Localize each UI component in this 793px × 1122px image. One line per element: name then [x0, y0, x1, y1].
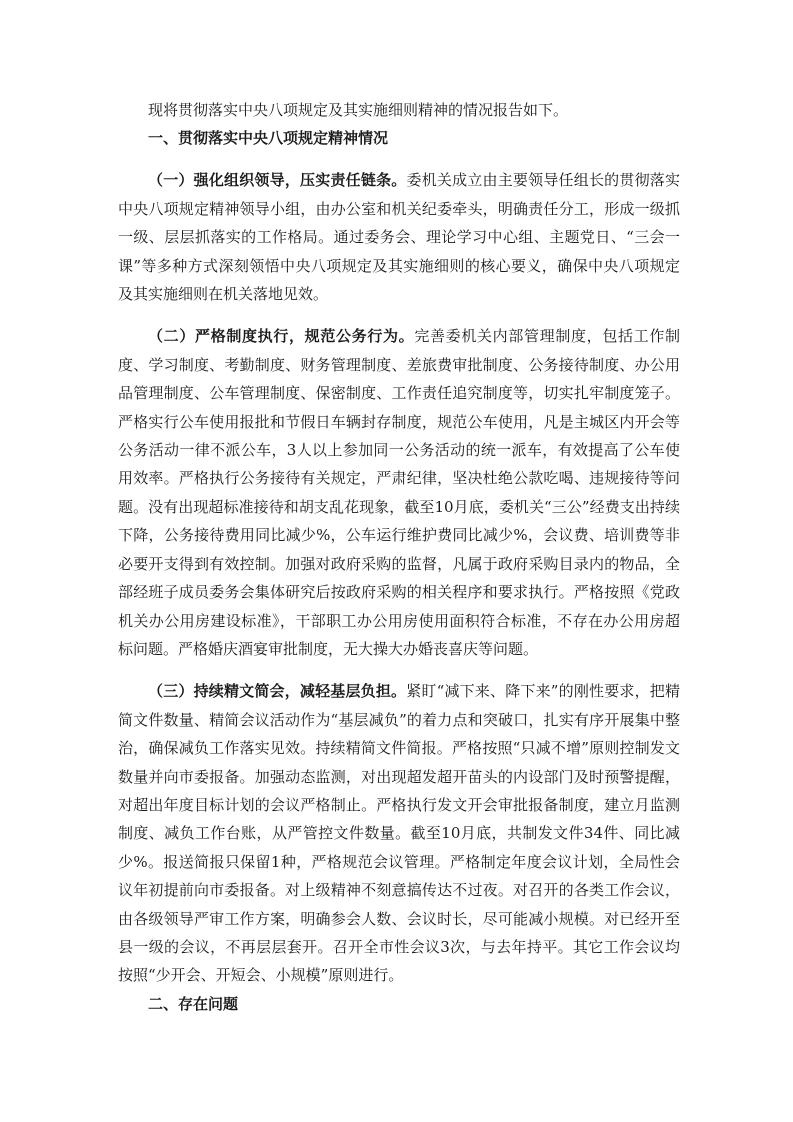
subsection-paragraph-2: [118, 322, 680, 663]
intro-paragraph: 现将贯彻落实中央八项规定及其实施细则精神的情况报告如下。: [148, 101, 569, 119]
section-heading-1: 一、贯彻落实中央八项规定精神情况: [148, 129, 389, 148]
subsection-paragraph-3: [118, 677, 680, 989]
section-heading-2: 二、存在问题: [148, 994, 239, 1013]
subsection-body-3: 紧盯“减下来、降下来”的刚性要求，把精简文件数量、精简会议活动作为“基层减负”的着力点和突破口，扎实有序开展集中整治，确保减负工作落实见效。持续精简文件简报。严格按照“只减不增”原则控制发文数量并向市委报备。加强动态监测，对出现超发超开苗头的内设部门及时预警提醒，对超出年度目标计划的会议严格制止。严格执行发文开会审批报备制度，建立月监测制度、减负工作台账，从严管控文件数量。截至10月底，共制发文件34件、同比减少%。报送简报只保留1种，严格规范会议管理。严格制定年度会议计划，全局性会议年初提前向市委报备。对上级精神不刻意搞传达不过夜。对召开的各类工作会议，由各级领导严审工作方案，明确参会人数、会议时长，尽可能减小规模。对已经开至县一级的会议，不再层层套开。召开全市性会议3次，与去年持平。其它工作会议均按照“少开会、开短会、小规模”原则进行。: [118, 682, 680, 985]
subsection-lead-1: （一）强化组织领导，压实责任链条。: [148, 171, 407, 190]
subsection-paragraph-1: [118, 166, 680, 308]
subsection-body-1: 委机关成立由主要领导任组长的贯彻落实中央八项规定精神领导小组，由办公室和机关纪委牵头，明确责任分工，形成一级抓一级、层层抓落实的工作格局。通过委务会、理论学习中心组、主题党日、“三会一课”等多种方式深刻领悟中央八项规定及其实施细则的核心要义，确保中央八项规定及其实施细则在机关落地见效。: [118, 171, 680, 304]
document-page: [118, 96, 680, 1018]
subsection-body-2: 完善委机关内部管理制度，包括工作制度、学习制度、考勤制度、财务管理制度、差旅费审批制度、公务接待制度、办公用品管理制度、公车管理制度、保密制度、工作责任追究制度等，切实扎牢制度笼子。严格实行公车使用报批和节假日车辆封存制度，规范公车使用，凡是主城区内开会等公务活动一律不派公车，3人以上参加同一公务活动的统一派车，有效提高了公车使用效率。严格执行公务接待有关规定，严肃纪律，坚决杜绝公款吃喝、违规接待等问题。没有出现超标准接待和胡支乱花现象，截至10月底，委机关“三公”经费支出持续下降，公务接待费用同比减少%，公车运行维护费同比减少%，会议费、培训费等非必要开支得到有效控制。加强对政府采购的监督，凡属于政府采购目录内的物品，全部经班子成员委务会集体研究后按政府采购的相关程序和要求执行。严格按照《党政机关办公用房建设标准》，干部职工办公用房使用面积符合标准，不存在办公用房超标问题。严格婚庆酒宴审批制度，无大操大办婚丧喜庆等问题。: [118, 327, 680, 658]
subsection-lead-2: （二）严格制度执行，规范公务行为。: [148, 327, 415, 346]
subsection-lead-3: （三）持续精文简会，减轻基层负担。: [148, 682, 407, 701]
